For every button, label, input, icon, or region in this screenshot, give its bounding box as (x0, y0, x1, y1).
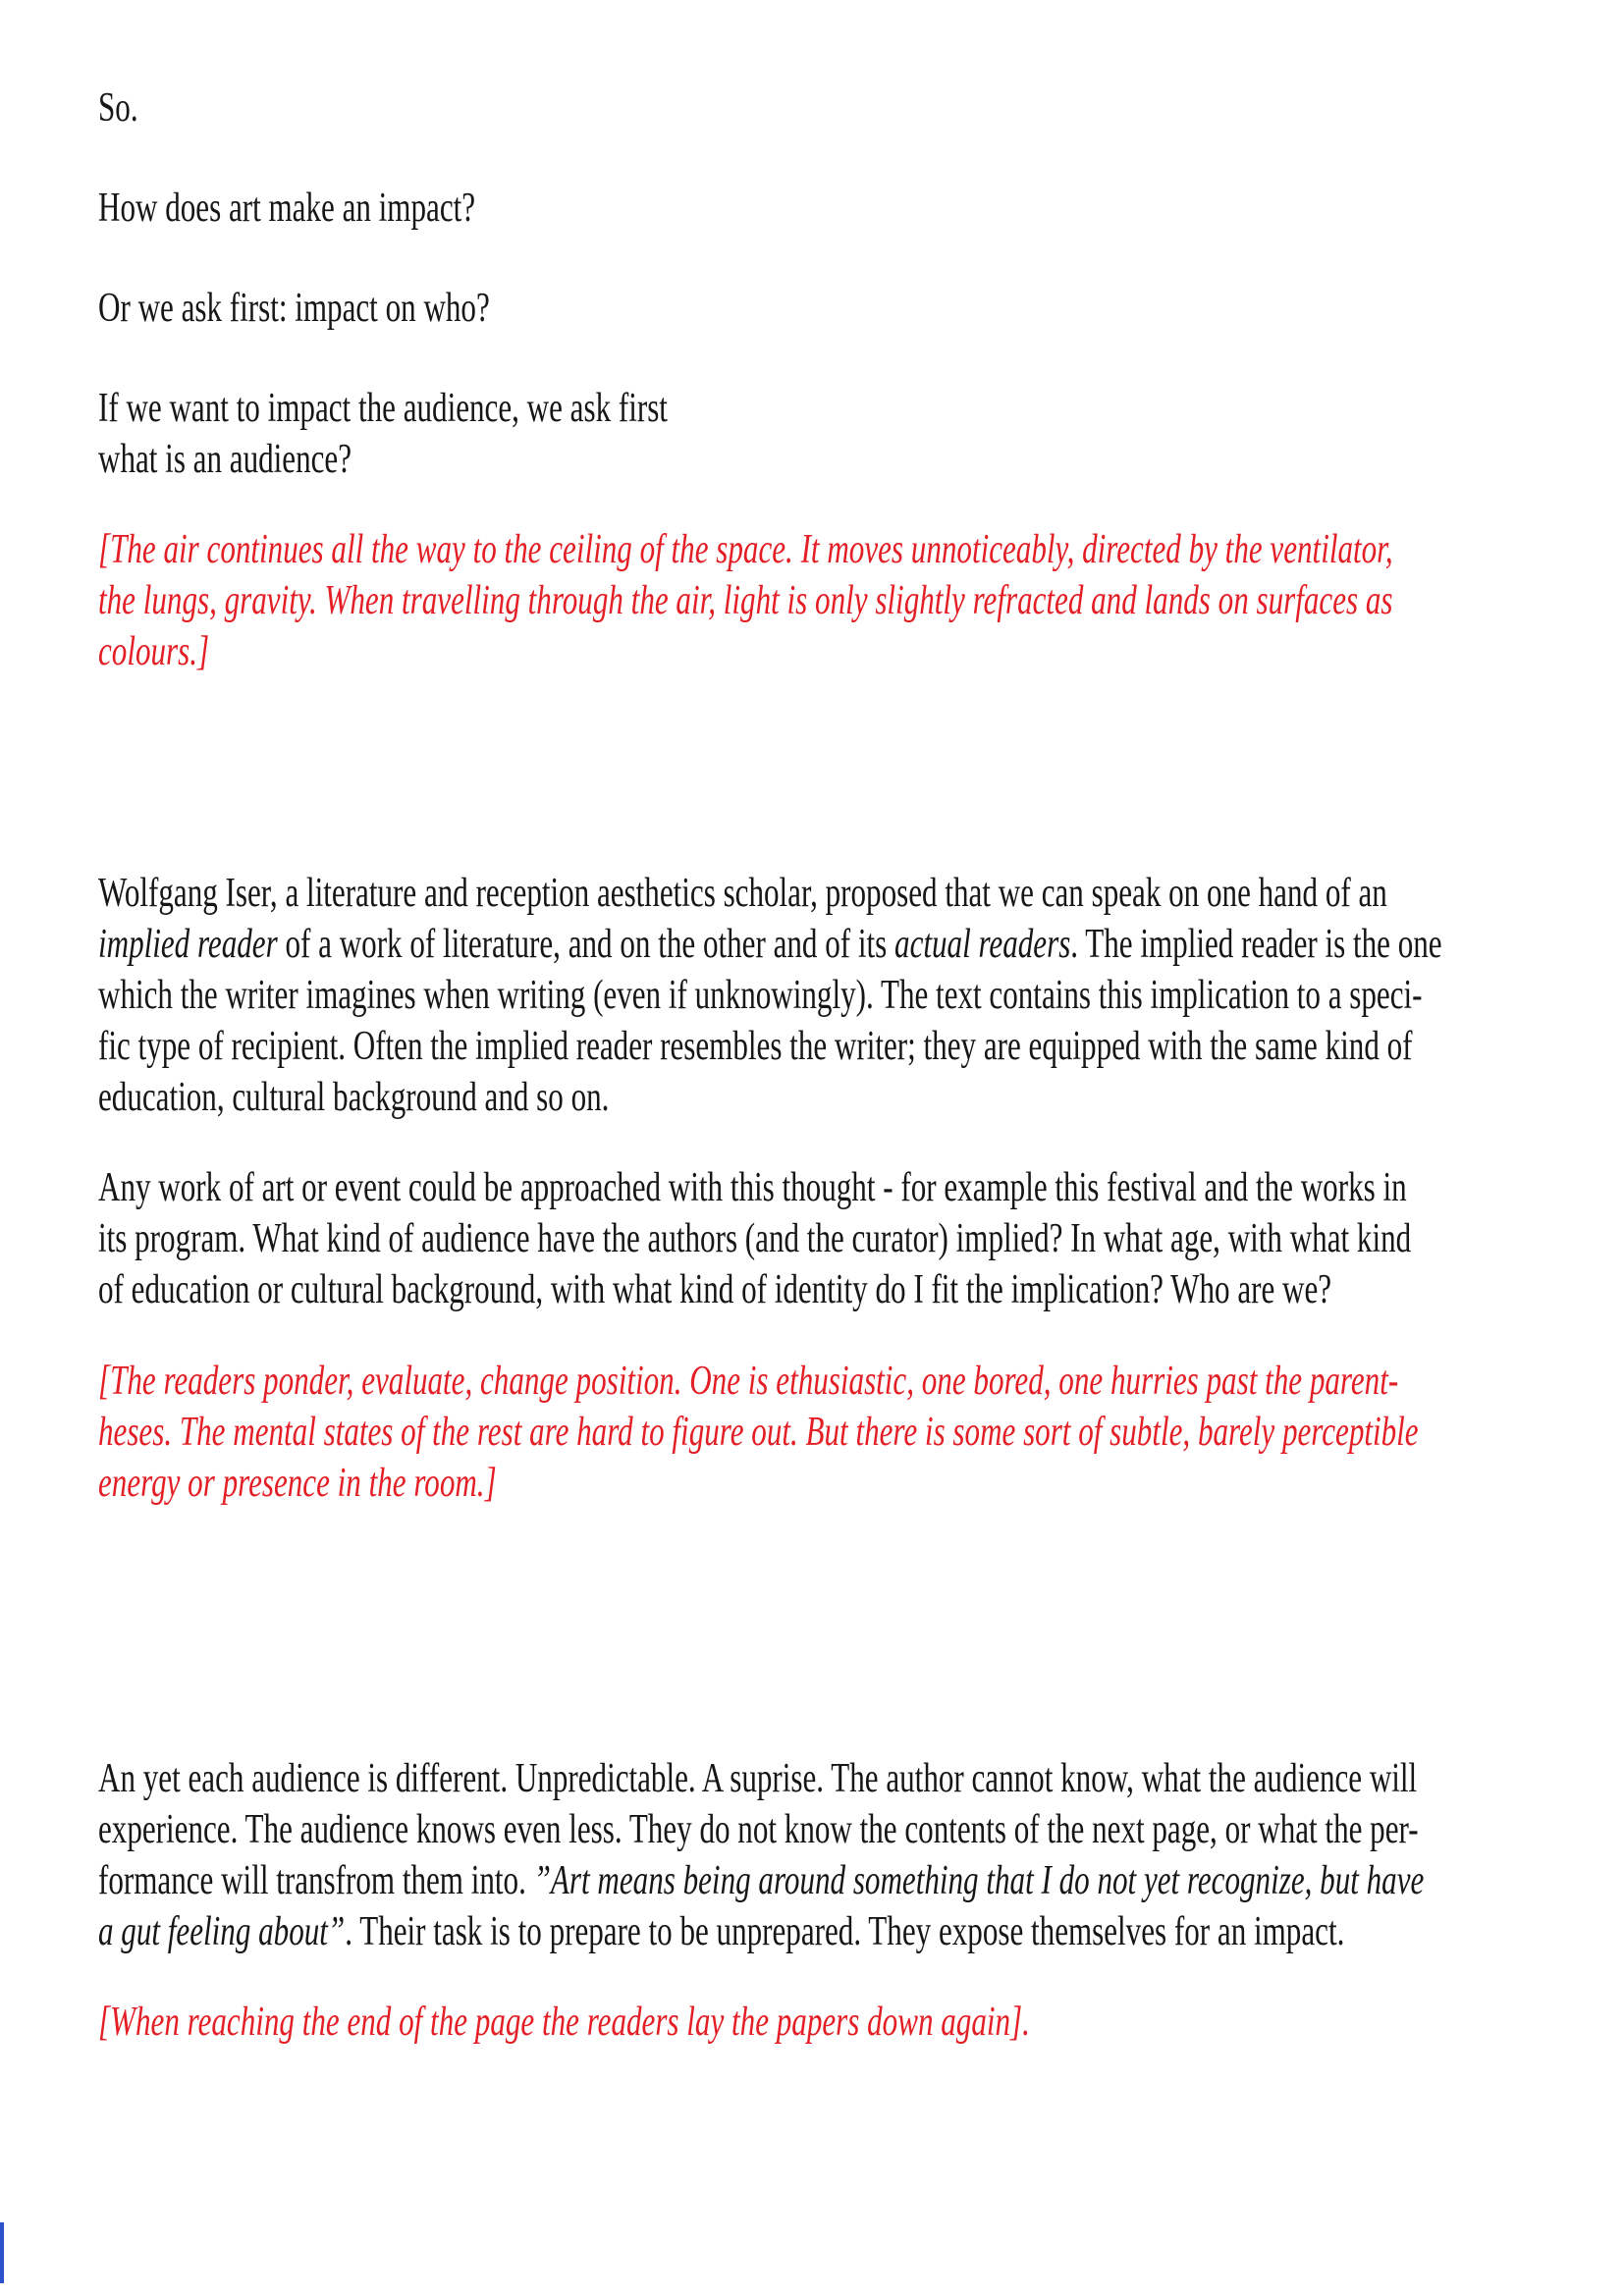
text-segment: which the writer imagines when writing (even if unknowingly). The text contains this implication to a speci- (98, 973, 1423, 1018)
text-segment: How does art make an impact? (98, 186, 476, 231)
text-line (98, 183, 475, 234)
emphasized-text: ”Art means being around something that I do not yet recognize, but have (533, 1858, 1425, 1903)
emphasized-text: a gut feeling about” (98, 1909, 346, 1954)
emphasized-text: actual readers (894, 922, 1071, 967)
text-line (98, 868, 1442, 919)
text-segment: formance will transfrom them into. (98, 1858, 534, 1903)
text-segment: So. (98, 85, 138, 131)
text-line (98, 919, 1442, 970)
text-segment: of education or cultural background, with what kind of identity do I fit the implication? Who are we? (98, 1267, 1332, 1312)
text-line (98, 1162, 1411, 1213)
q-impact (98, 183, 475, 234)
text-segment: [When reaching the end of the page the readers lay the papers down again]. (98, 2000, 1030, 2045)
stage-note-readers (98, 1356, 1419, 1509)
text-segment: Wolfgang Iser, a literature and reception aesthetics scholar, proposed that we can speak on one hand of an (98, 871, 1387, 916)
text-line (98, 1855, 1424, 1906)
text-segment: energy or presence in the room.] (98, 1461, 497, 1506)
iser-paragraph (98, 868, 1442, 1123)
text-line (98, 524, 1393, 575)
text-segment: what is an audience? (98, 437, 352, 482)
text-line (98, 575, 1393, 626)
text-line (98, 1906, 1424, 1957)
text-line (98, 383, 668, 434)
blue-edge-marker (0, 2222, 4, 2283)
text-line (98, 1072, 1442, 1123)
text-segment: its program. What kind of audience have the authors (and the curator) implied? In what age, with what kind (98, 1216, 1412, 1261)
text-segment: the lungs, gravity. When travelling through the air, light is only slightly refracted and lands on surfaces as (98, 578, 1393, 623)
text-line (98, 1264, 1411, 1315)
emphasized-text: implied reader (98, 922, 278, 967)
text-segment: . The implied reader is the one (1070, 922, 1442, 967)
text-segment: experience. The audience knows even less. They do not know the contents of the next page, or what the per- (98, 1807, 1419, 1852)
q-impact-who (98, 283, 490, 334)
stage-note-air (98, 524, 1393, 677)
text-segment: heses. The mental states of the rest are hard to figure out. But there is some sort of subtle, barely perceptible (98, 1410, 1419, 1455)
text-line (98, 1458, 1419, 1509)
text-segment: An yet each audience is different. Unpredictable. A suprise. The author cannot know, what the audience will (98, 1756, 1418, 1801)
text-line (98, 1021, 1442, 1072)
text-line (98, 626, 1393, 677)
text-segment: If we want to impact the audience, we ask first (98, 386, 668, 431)
text-line (98, 1804, 1424, 1855)
text-line (98, 1753, 1424, 1804)
festival-paragraph (98, 1162, 1411, 1315)
text-line (98, 283, 490, 334)
text-line (98, 1213, 1411, 1264)
text-line (98, 1997, 1030, 2048)
text-line (98, 434, 668, 485)
text-segment: fic type of recipient. Often the implied reader resembles the writer; they are equipped with the same kind of (98, 1024, 1413, 1069)
text-segment: [The readers ponder, evaluate, change position. One is ethusiastic, one bored, one hurries past the parent- (98, 1359, 1399, 1404)
text-segment: colours.] (98, 629, 210, 674)
text-line (98, 1356, 1419, 1407)
audience-different-paragraph (98, 1753, 1424, 1957)
text-line (98, 82, 138, 133)
text-line (98, 1407, 1419, 1458)
stage-note-end (98, 1997, 1030, 2048)
text-segment: Any work of art or event could be approached with this thought - for example this festival and the works in (98, 1165, 1407, 1210)
text-line (98, 970, 1442, 1021)
text-segment: education, cultural background and so on. (98, 1075, 610, 1120)
intro-so (98, 82, 138, 133)
text-segment: Or we ask first: impact on who? (98, 286, 490, 331)
text-segment: of a work of literature, and on the other and of its (277, 922, 895, 967)
q-audience (98, 383, 668, 485)
text-segment: [The air continues all the way to the ceiling of the space. It moves unnoticeably, directed by the ventilator, (98, 527, 1393, 572)
text-segment: . Their task is to prepare to be unprepared. They expose themselves for an impact. (345, 1909, 1345, 1954)
